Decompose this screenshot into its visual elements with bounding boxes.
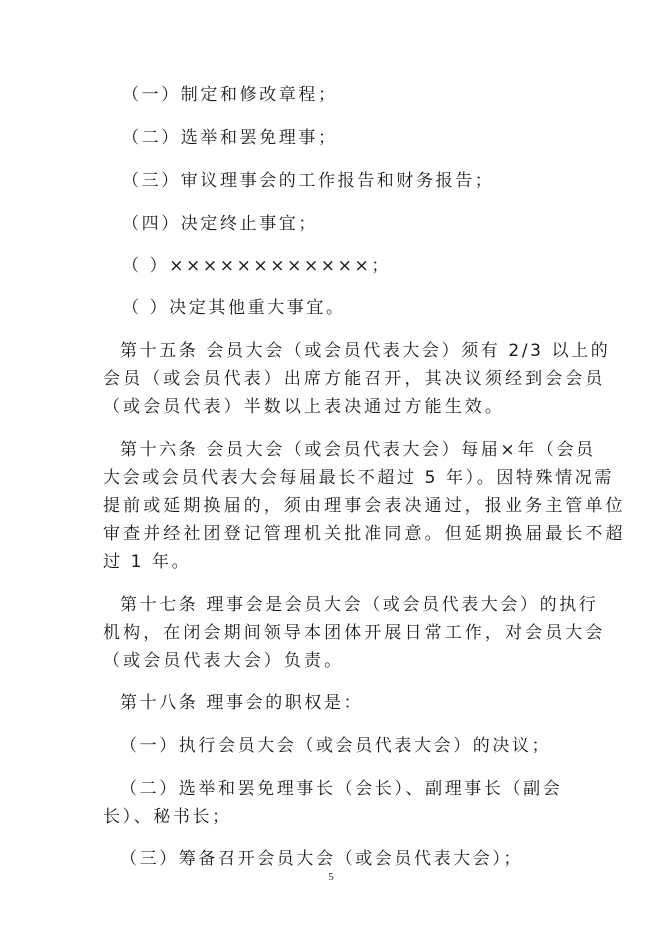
article-17-line-3: （或会员代表大会）负责。 [103,651,345,671]
list-item-1: （一）制定和修改章程； [122,85,338,105]
list-item-3: （三）审议理事会的工作报告和财务报告； [122,171,495,191]
list-item-4: （四）决定终止事宜； [122,214,318,234]
article-15-line-2: 会员（或会员代表）出席方能召开，其决议须经到会会员 [103,369,606,389]
article-15-line-1: 第十五条 会员大会（或会员代表大会）须有 2/3 以上的 [120,341,611,361]
article-17-line-2: 机构，在闭会期间领导本团体开展日常工作，对会员大会 [103,623,606,643]
article-16-line-3: 提前或延期换届的，须由理事会表决通过，报业务主管单位 [103,496,626,516]
article-18-item-3: （三）筹备召开会员大会（或会员代表大会）； [120,849,524,869]
article-16-line-5: 过 1 年。 [103,552,192,572]
article-18-item-2-line-2: 长）、秘书长； [103,807,232,827]
article-17-line-1: 第十七条 理事会是会员大会（或会员代表大会）的执行 [120,595,599,615]
list-item-5: （ ）××××××××××××； [122,256,391,276]
article-15-line-3: （或会员代表）半数以上表决通过方能生效。 [103,397,505,417]
list-item-6: （ ）决定其他重大事宜。 [122,298,346,318]
page-number: 5 [328,871,334,883]
article-16-line-1: 第十六条 会员大会（或会员代表大会）每届×年（会员 [120,440,596,460]
article-18-item-1: （一）执行会员大会（或会员代表大会）的决议； [120,736,552,756]
article-16-line-2: 大会或会员代表大会每届最长不超过 5 年）。因特殊情况需 [103,468,614,488]
article-18-heading: 第十八条 理事会的职权是： [120,693,364,713]
list-item-2: （二）选举和罢免理事； [122,128,338,148]
article-18-item-2-line-1: （二）选举和罢免理事长（会长）、副理事长（副会 [120,779,563,799]
article-16-line-4: 审查并经社团登记管理机关批准同意。但延期换届最长不超 [103,524,626,544]
